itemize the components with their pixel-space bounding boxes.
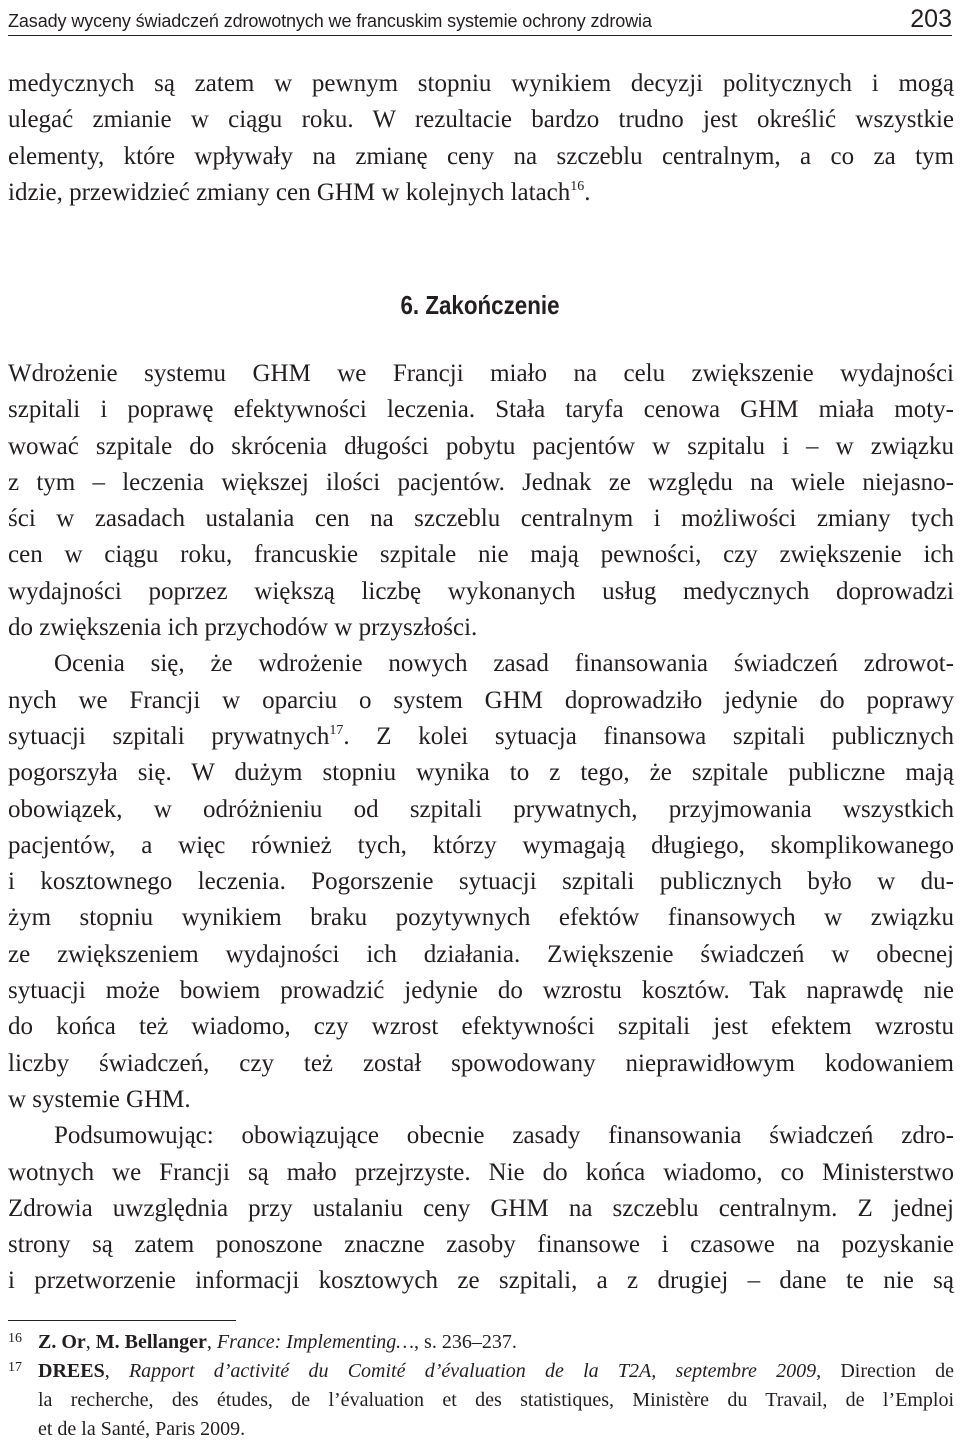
text-span: , s. 236–237.: [414, 1331, 517, 1353]
text-line: strony są zatem ponoszone znaczne zasoby finansowe i czasowe na pozyskanie: [8, 1231, 954, 1259]
footnotes: [8, 1328, 954, 1444]
footnote-line: [38, 1328, 954, 1357]
footnote-title: Rapport d’activité du Comité d’évaluation de la T2A, septembre 2009: [128, 1360, 817, 1382]
text-line: ści w zasadach ustalania cen na szczeblu centralnym i możliwości zmiany tych: [8, 505, 954, 533]
text-line: nych we Francji w oparciu o system GHM doprowadziło jedynie do poprawy: [8, 686, 954, 714]
text-line: do końca też wiadomo, czy wzrost efektywności szpitali jest efektem wzrostu: [8, 1013, 954, 1041]
text-line: obowiązek, w odróżnieniu od szpitali prywatnych, przyjmowania wszystkich: [8, 795, 954, 823]
running-header: [8, 4, 952, 36]
text-line: ze zwiększeniem wydajności ich działania. Zwiększenie świadczeń w obecnej: [8, 940, 954, 968]
footnote-17: [8, 1357, 954, 1444]
text-line: Ocenia się, że wdrożenie nowych zasad finansowania świadczeń zdrowot-: [54, 650, 954, 678]
text-line: elementy, które wpływały na zmianę ceny na szczeblu centralnym, a co za tym: [8, 142, 954, 170]
text-line: [8, 175, 954, 211]
text-line: cen w ciągu roku, francuskie szpitale nie mają pewności, czy zwiększenie ich: [8, 541, 954, 569]
text-span: ,: [85, 1331, 96, 1353]
text-line: ulegać zmianie w ciągu roku. W rezultacie bardzo trudno jest określić wszystkie: [8, 106, 954, 134]
text-line: w systemie GHM.: [8, 1085, 191, 1113]
footnote-line: [38, 1357, 954, 1386]
running-title: Zasady wyceny świadczeń zdrowotnych we francuskim systemie ochrony zdrowia: [8, 11, 652, 31]
text-line: wydajności poprzez większą liczbę wykonanych usług medycznych doprowadzi: [8, 577, 954, 605]
text-span: ,: [104, 1360, 129, 1382]
text-span: .: [584, 178, 591, 206]
text-line: liczby świadczeń, czy też został spowodowany nieprawidłowym kodowaniem: [8, 1049, 954, 1077]
text-line: szpitali i poprawę efektywności leczenia. Stała taryfa cenowa GHM miała moty-: [8, 396, 954, 424]
text-line: medycznych są zatem w pewnym stopniu wynikiem decyzji politycznych i mogą: [8, 70, 954, 97]
footnote-divider: [8, 1320, 236, 1321]
text-span: , Direction de: [816, 1360, 954, 1382]
text-span: sytuacji szpitali prywatnych: [8, 722, 330, 750]
text-line: sytuacji może bowiem prowadzić jedynie do wzrostu kosztów. Tak naprawdę nie: [8, 977, 954, 1005]
text-span: ,: [206, 1331, 217, 1353]
text-line: Zdrowia uwzględnia przy ustalaniu ceny GHM na szczeblu centralnym. Z jednej: [8, 1194, 954, 1222]
text-line: pogorszyła się. W dużym stopniu wynika to z tego, że szpitale publiczne mają: [8, 759, 954, 787]
text-line: [8, 719, 954, 755]
footnote-16: [8, 1328, 954, 1357]
footnote-line: et de la Santé, Paris 2009.: [38, 1418, 246, 1440]
footnote-author: DREES: [38, 1360, 105, 1382]
footnote-title: France: Implementing…: [216, 1331, 415, 1353]
footnote-number: 17: [8, 1360, 22, 1375]
body-text: [8, 356, 954, 1300]
text-line: wować szpitale do skrócenia długości pobytu pacjentów w szpitalu i – w związku: [8, 432, 954, 460]
footnote-ref: 16: [570, 178, 585, 194]
intro-paragraph: [8, 66, 954, 211]
footnote-author: Z. Or: [38, 1331, 86, 1353]
text-span: idzie, przewidzieć zmiany cen GHM w kolejnych latach: [8, 178, 571, 206]
text-line: Podsumowując: obowiązujące obecnie zasady finansowania świadczeń zdro-: [54, 1122, 954, 1150]
footnote-number: 16: [8, 1331, 22, 1346]
text-line: z tym – leczenia większej ilości pacjentów. Jednak ze względu na wiele niejasno-: [8, 468, 954, 496]
text-line: i kosztownego leczenia. Pogorszenie sytuacji szpitali publicznych było w du-: [8, 868, 954, 896]
text-line: pacjentów, a więc również tych, którzy wymagają długiego, skomplikowanego: [8, 831, 954, 859]
footnote-line: la recherche, des études, de l’évaluation et des statistiques, Ministère du Travail, de l’Emploi: [38, 1389, 954, 1411]
text-line: wotnych we Francji są mało przejrzyste. Nie do końca wiadomo, co Ministerstwo: [8, 1158, 954, 1186]
section-heading: 6. Zakończenie: [400, 290, 560, 320]
footnote-author: M. Bellanger: [95, 1331, 207, 1353]
text-line: i przetworzenie informacji kosztowych ze szpitali, a z drugiej – dane te nie są: [8, 1267, 954, 1295]
page-number: 203: [910, 5, 952, 33]
text-span: . Z kolei sytuacja finansowa szpitali publicznych: [343, 722, 954, 750]
text-line: do zwiększenia ich przychodów w przyszłości.: [8, 614, 478, 642]
text-line: Wdrożenie systemu GHM we Francji miało na celu zwiększenie wydajności: [8, 360, 954, 387]
footnote-ref: 17: [329, 722, 344, 738]
text-line: żym stopniu wynikiem braku pozytywnych efektów finansowych w związku: [8, 904, 954, 932]
